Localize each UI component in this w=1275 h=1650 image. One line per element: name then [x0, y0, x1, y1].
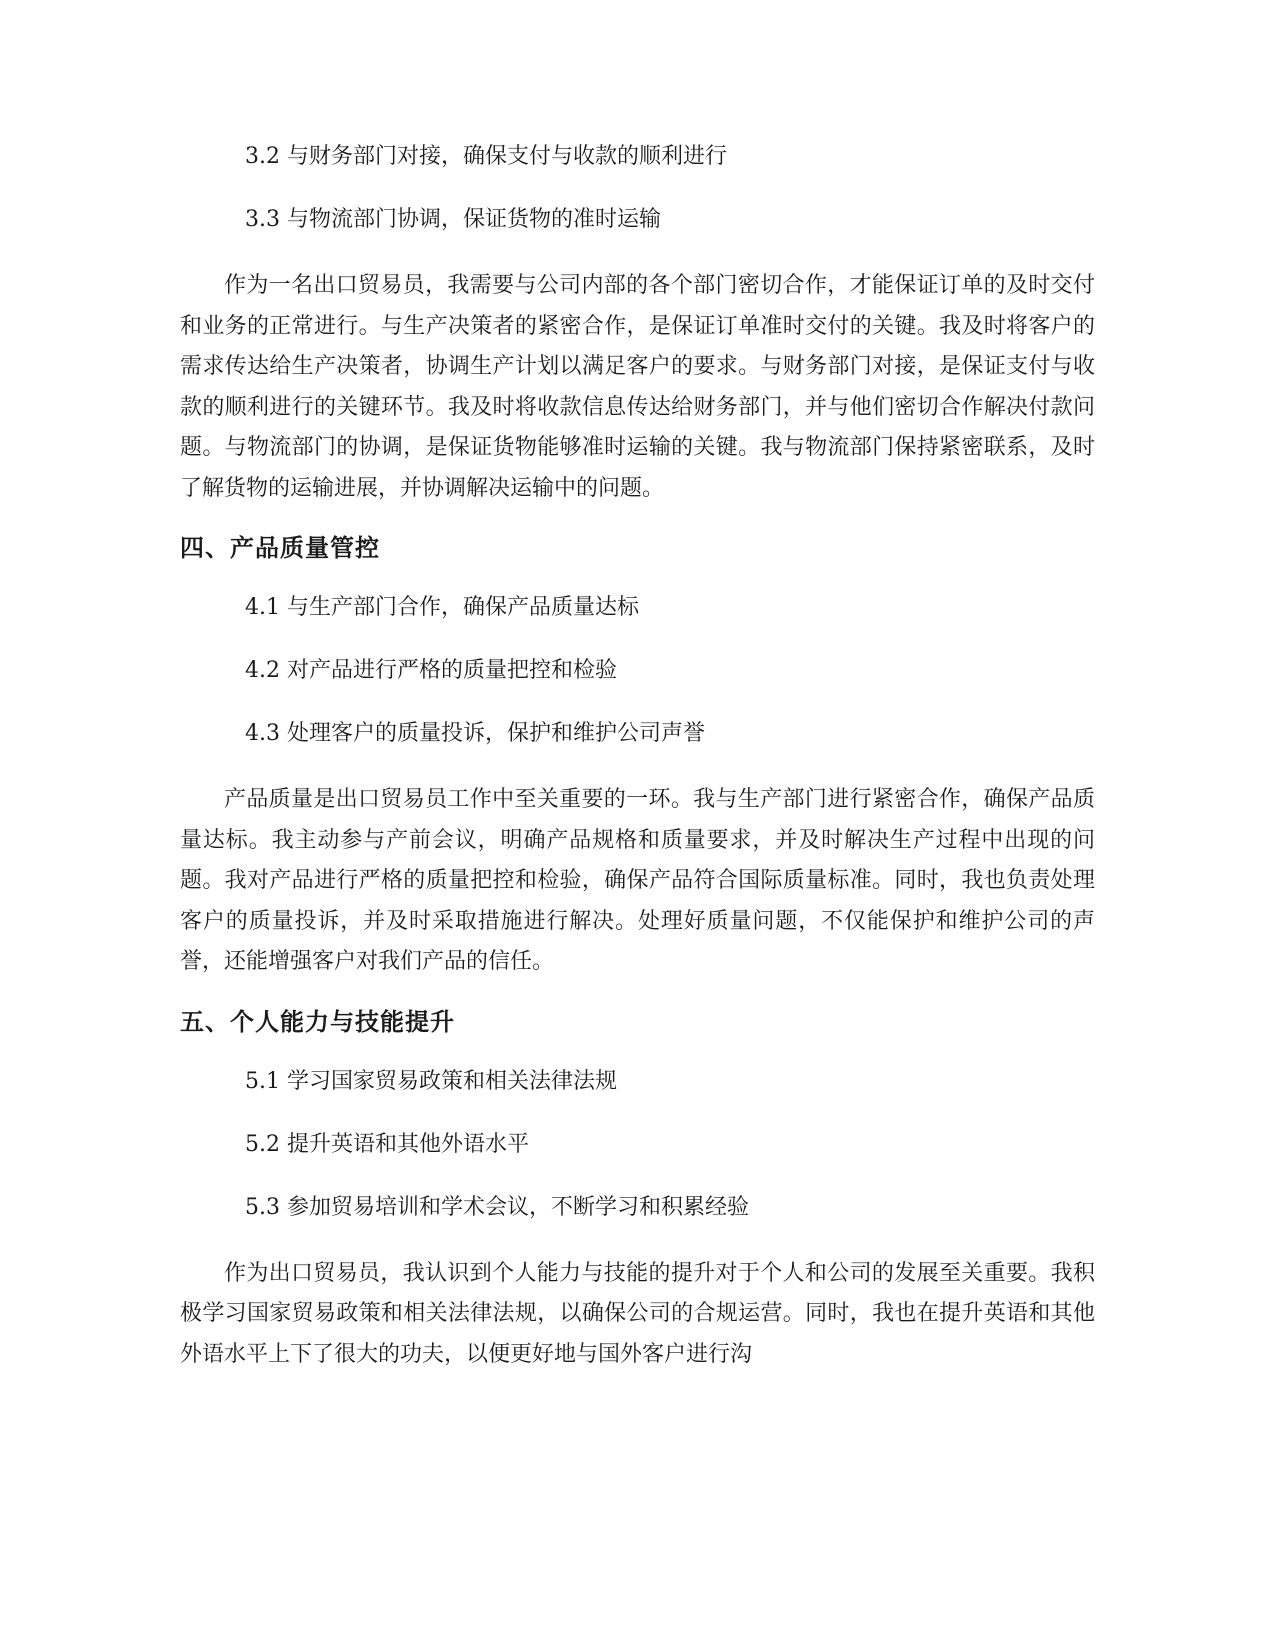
section3-paragraph: 作为一名出口贸易员，我需要与公司内部的各个部门密切合作，才能保证订单的及时交付和业务的正常进行。与生产决策者的紧密合作，是保证订单准时交付的关键。我及时将客户的需求传达给生产决策者，协调生产计划以满足客户的要求。与财务部门对接，是保证支付与收款的顺利进行的关键环节。我及时将收款信息传达给财务部门，并与他们密切合作解决付款问题。与物流部门的协调，是保证货物能够准时运输的关键。我与物流部门保持紧密联系，及时了解货物的运输进展，并协调解决运输中的问题。 — [180, 273, 1095, 501]
list-item-5-3: 5.3 参加贸易培训和学术会议，不断学习和积累经验 — [245, 1194, 749, 1220]
section4-paragraph: 产品质量是出口贸易员工作中至关重要的一环。我与生产部门进行紧密合作，确保产品质量达标。我主动参与产前会议，明确产品规格和质量要求，并及时解决生产过程中出现的问题。我对产品进行严格的质量把控和检验，确保产品符合国际质量标准。同时，我也负责处理客户的质量投诉，并及时采取措施进行解决。处理好质量问题，不仅能保护和维护公司的声誉，还能增强客户对我们产品的信任。 — [180, 787, 1095, 974]
section5-paragraph: 作为出口贸易员，我认识到个人能力与技能的提升对于个人和公司的发展至关重要。我积极学习国家贸易政策和相关法律法规，以确保公司的合规运营。同时，我也在提升英语和其他外语水平上下了很大的功夫，以便更好地与国外客户进行沟 — [180, 1260, 1095, 1367]
list-item-5-2: 5.2 提升英语和其他外语水平 — [245, 1131, 529, 1157]
list-item-4-2: 4.2 对产品进行严格的质量把控和检验 — [245, 658, 617, 683]
section5-heading: 五、个人能力与技能提升 — [180, 1007, 455, 1036]
list-item-4-1: 4.1 与生产部门合作，确保产品质量达标 — [245, 595, 639, 620]
list-item-3-2: 3.2 与财务部门对接，确保支付与收款的顺利进行 — [245, 144, 727, 169]
document-page — [180, 140, 1095, 1397]
list-item-3-3: 3.3 与物流部门协调，保证货物的准时运输 — [245, 207, 661, 232]
list-item-4-3: 4.3 处理客户的质量投诉，保护和维护公司声誉 — [245, 721, 705, 746]
section4-heading: 四、产品质量管控 — [180, 534, 380, 562]
list-item-5-1: 5.1 学习国家贸易政策和相关法律法规 — [245, 1068, 617, 1094]
